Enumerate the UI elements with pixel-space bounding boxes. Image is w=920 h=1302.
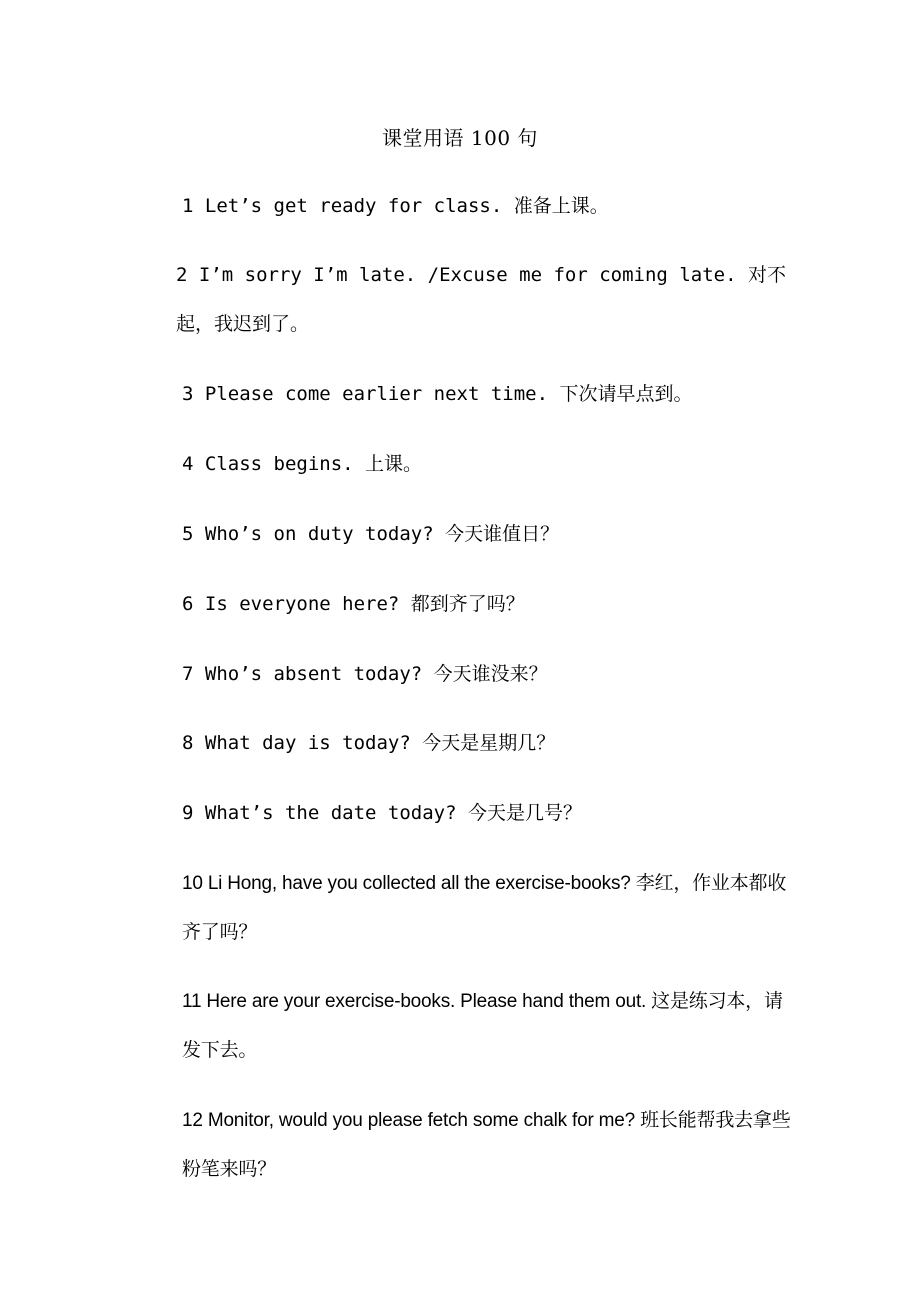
phrase-item-8: 8 What day is today? 今天是星期几？	[182, 732, 556, 754]
phrase-item-5: 5 Who’s on duty today? 今天谁值日？	[182, 523, 560, 545]
phrase-item-11: 11 Here are your exercise-books. Please hand them out. 这是练习本，请发下去。	[182, 991, 783, 1061]
phrase-item-7: 7 Who’s absent today? 今天谁没来？	[182, 663, 548, 685]
phrase-item-1: 1 Let’s get ready for class. 准备上课。	[182, 195, 609, 217]
phrase-item-12: 12 Monitor, would you please fetch some chalk for me? 班长能帮我去拿些粉笔来吗？	[182, 1110, 791, 1180]
phrase-item-9: 9 What’s the date today? 今天是几号？	[182, 802, 582, 824]
phrase-item-2: 2 I’m sorry I’m late. /Excuse me for coming late. 对不起，我迟到了。	[176, 264, 786, 335]
phrase-item-3: 3 Please come earlier next time. 下次请早点到。	[182, 383, 693, 405]
phrase-item-10: 10 Li Hong, have you collected all the exercise-books? 李红，作业本都收齐了吗？	[182, 873, 787, 943]
phrase-item-6: 6 Is everyone here? 都到齐了吗？	[182, 593, 525, 615]
document-title: 课堂用语 100 句	[382, 126, 538, 150]
phrase-item-4: 4 Class begins. 上课。	[182, 453, 423, 475]
